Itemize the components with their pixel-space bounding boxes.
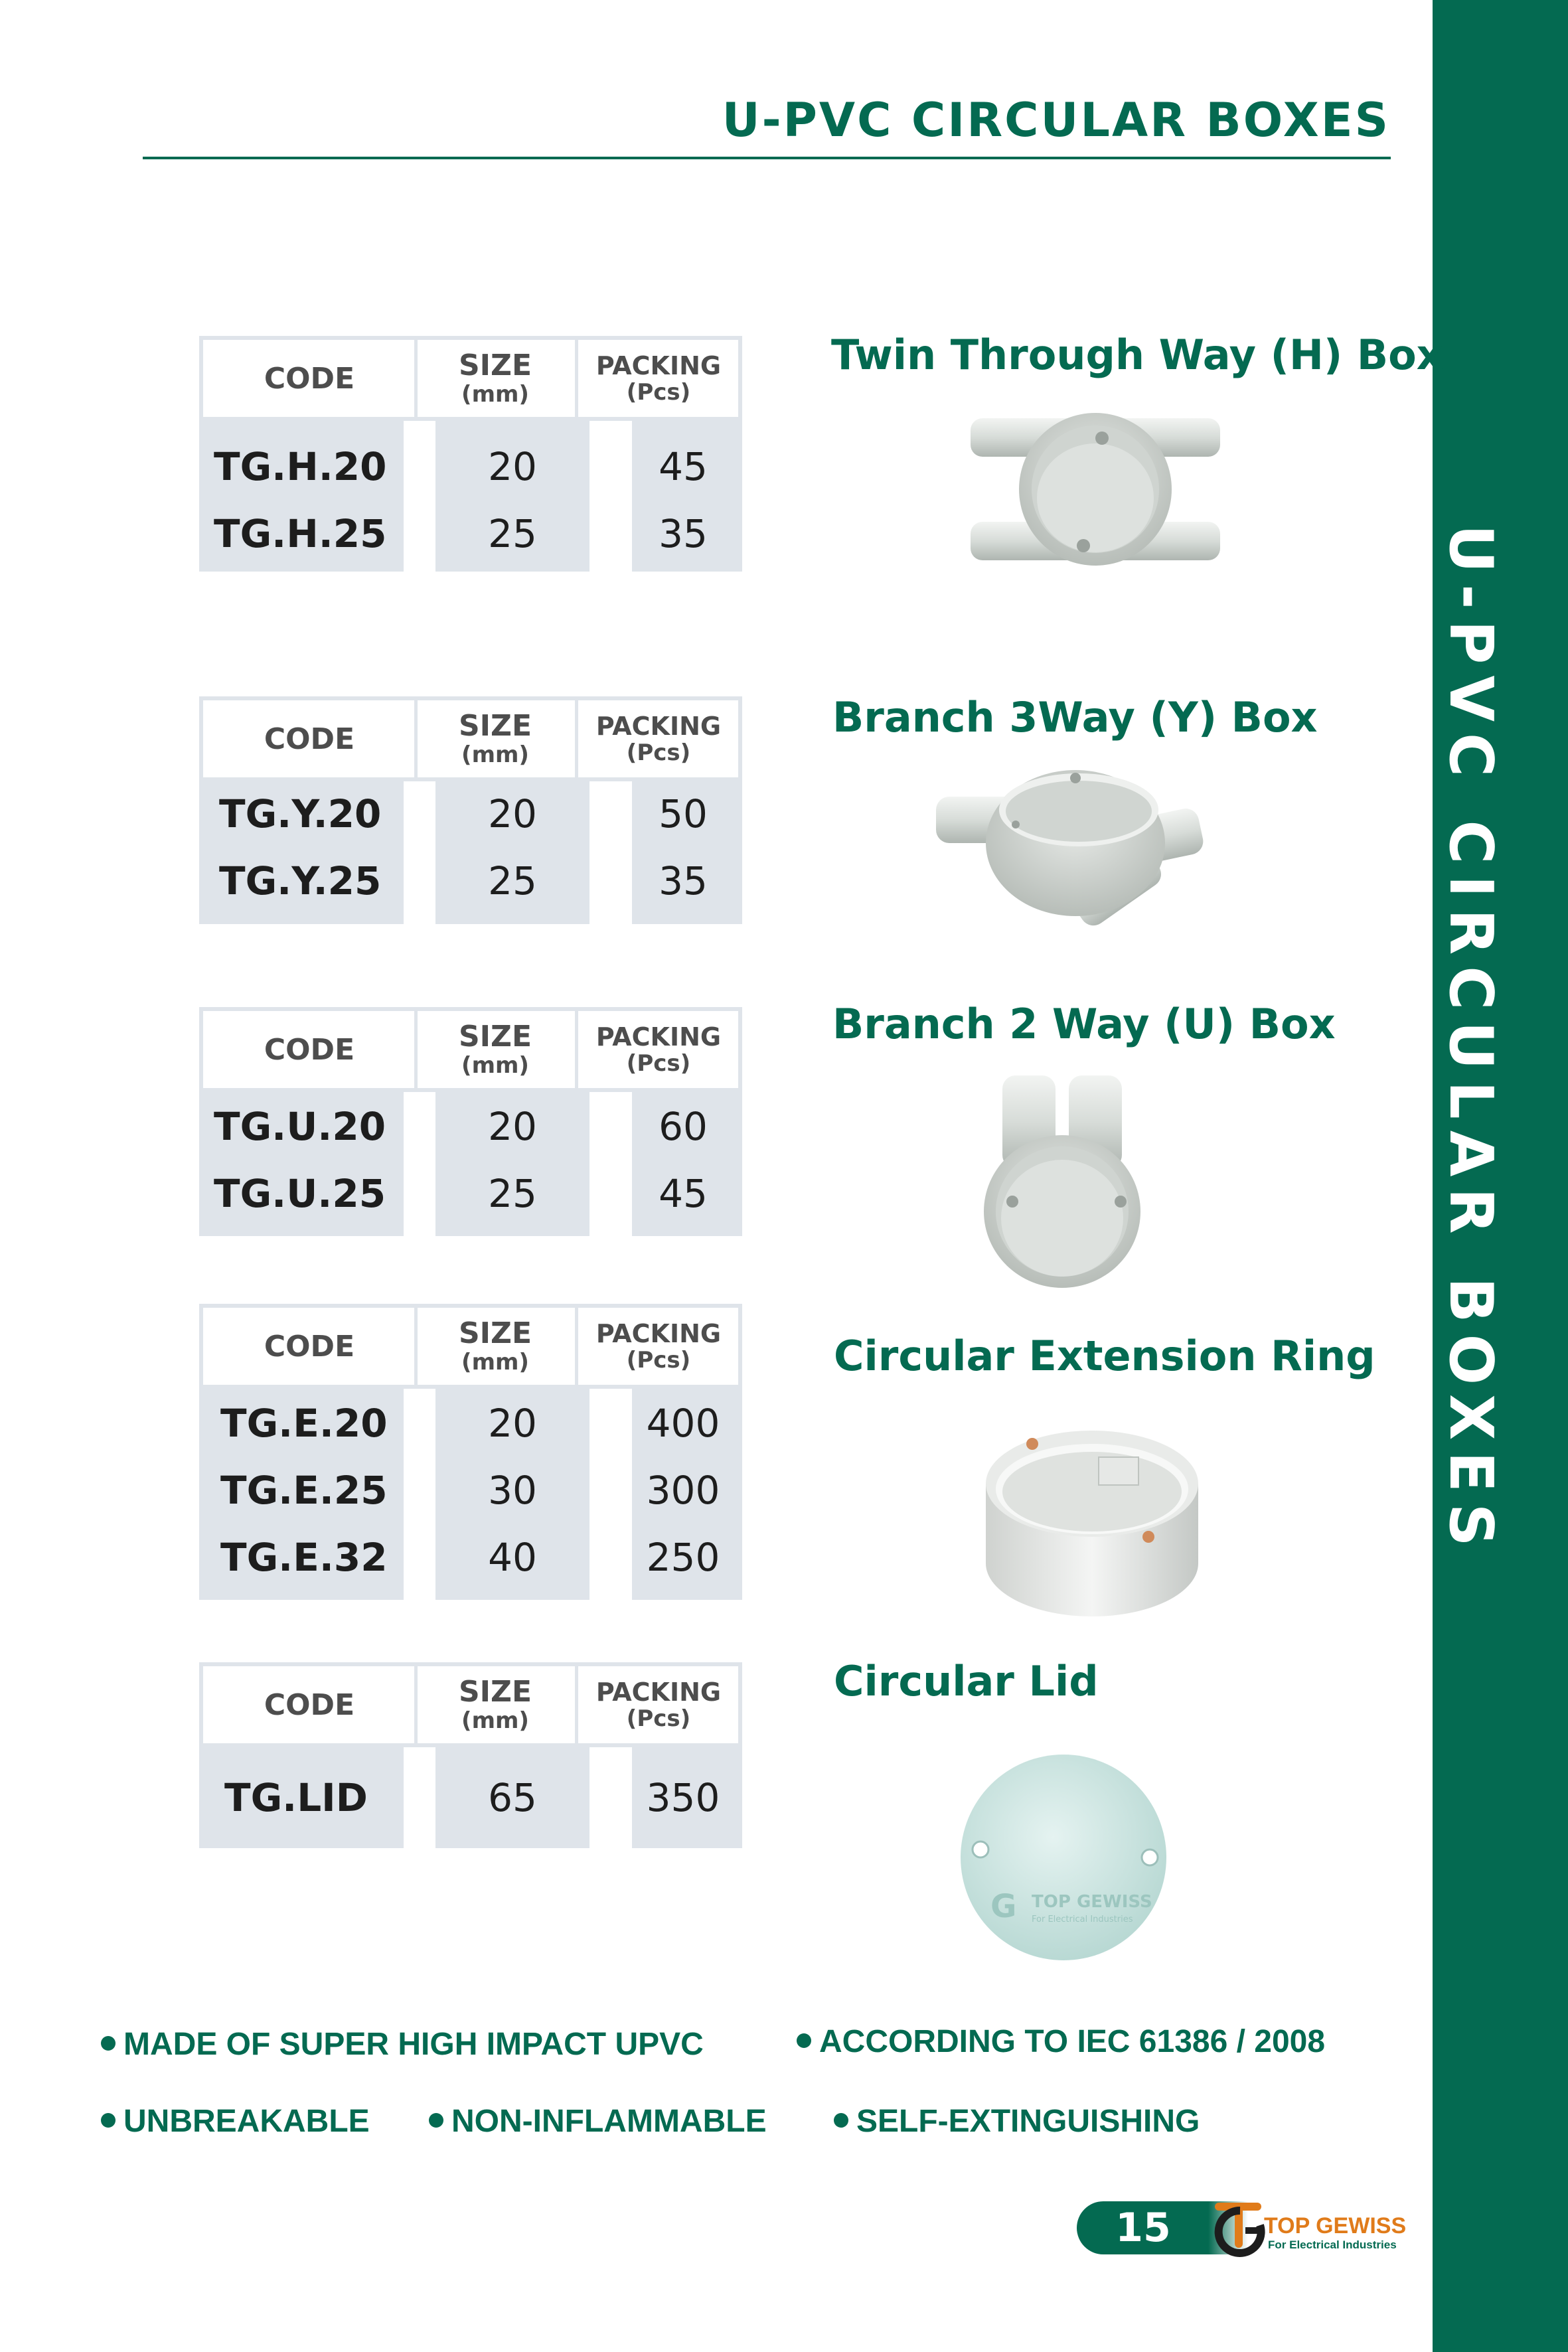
cell-code: TG.H.25 [214,511,387,556]
h-box-image [963,405,1228,578]
side-title: U-PVC CIRCULAR BOXES [1436,524,1506,1558]
brand-tagline: For Electrical Industries [1268,2238,1397,2251]
product-title-h: Twin Through Way (H) Box [831,331,1443,379]
header-size: SIZE (mm) [458,1316,532,1375]
cell-size: 30 [488,1468,537,1513]
page-title: U-PVC CIRCULAR BOXES [722,93,1390,147]
table-header [199,696,742,781]
header-packing: PACKING (Pcs) [595,1319,722,1373]
cell-size: 20 [488,1104,537,1149]
product-title-y: Branch 3Way (Y) Box [832,693,1318,742]
table-header [199,1304,742,1389]
cell-code: TG.H.20 [214,444,387,489]
cell-code: TG.U.25 [214,1171,386,1216]
bullet-icon [797,2033,811,2048]
cell-size: 65 [488,1775,537,1820]
bullet-icon [101,2036,116,2051]
y-box-image [936,763,1208,929]
cell-packing: 60 [659,1104,708,1149]
bullet-icon [834,2113,848,2128]
cell-size: 20 [488,1401,537,1446]
cell-code: TG.E.20 [220,1401,388,1446]
cell-packing: 45 [659,1171,708,1216]
cell-size: 25 [488,1171,537,1216]
header-size: SIZE (mm) [458,709,532,768]
header-packing: PACKING (Pcs) [595,1022,722,1077]
header-code: CODE [264,1687,355,1722]
brand-name: TOP GEWISS [1264,2213,1407,2238]
header-packing: PACKING (Pcs) [595,712,722,766]
lid-brand-emboss: TOP GEWISS [1032,1892,1152,1912]
cell-packing: 300 [646,1468,720,1513]
cell-packing: 45 [659,444,708,489]
spec-table-u [199,1007,742,1236]
cell-code: TG.E.25 [220,1468,388,1513]
cell-packing: 35 [659,511,708,556]
product-title-lid: Circular Lid [834,1657,1099,1705]
lid-logo-emboss: G [990,1888,1017,1925]
cell-code: TG.U.20 [214,1104,386,1149]
title-rule [143,157,1391,159]
circular-lid-image [957,1751,1170,1964]
header-code: CODE [264,1329,355,1364]
cell-code: TG.E.32 [220,1535,388,1580]
cell-size: 25 [488,858,537,903]
header-size: SIZE (mm) [458,349,532,408]
table-header [199,1007,742,1092]
cell-packing: 400 [646,1401,720,1446]
cell-size: 40 [488,1535,537,1580]
page-number: 15 [1077,2201,1210,2254]
cell-packing: 35 [659,858,708,903]
cell-code: TG.Y.20 [219,791,382,836]
feature-item: UNBREAKABLE [101,2103,370,2140]
cell-packing: 350 [646,1775,720,1820]
spec-table-lid [199,1662,742,1848]
header-packing: PACKING (Pcs) [595,351,722,406]
cell-size: 20 [488,444,537,489]
table-header [199,1662,742,1747]
spec-table-h [199,336,742,572]
product-title-u: Branch 2 Way (U) Box [832,1000,1336,1048]
cell-size: 25 [488,511,537,556]
u-box-image [982,1069,1155,1288]
header-code: CODE [264,722,355,756]
header-packing: PACKING (Pcs) [595,1678,722,1732]
header-size: SIZE (mm) [458,1020,532,1079]
extension-ring-image [979,1411,1205,1623]
header-code: CODE [264,1032,355,1067]
spec-table-y [199,696,742,924]
cell-packing: 50 [659,791,708,836]
cell-code: TG.Y.25 [219,858,382,903]
cell-packing: 250 [646,1535,720,1580]
cell-size: 20 [488,791,537,836]
header-code: CODE [264,361,355,396]
lid-tagline-emboss: For Electrical Industries [1032,1915,1133,1924]
feature-item: ACCORDING TO IEC 61386 / 2008 [797,2023,1325,2060]
bullet-icon [101,2113,116,2128]
cell-code: TG.LID [224,1775,368,1820]
product-title-e: Circular Extension Ring [834,1332,1375,1380]
feature-item: NON-INFLAMMABLE [429,2103,767,2140]
feature-item: SELF-EXTINGUISHING [834,2103,1200,2140]
bullet-icon [429,2113,443,2128]
table-header [199,336,742,421]
feature-item: MADE OF SUPER HIGH IMPACT UPVC [101,2026,704,2063]
spec-table-e [199,1304,742,1600]
header-size: SIZE (mm) [458,1675,532,1734]
